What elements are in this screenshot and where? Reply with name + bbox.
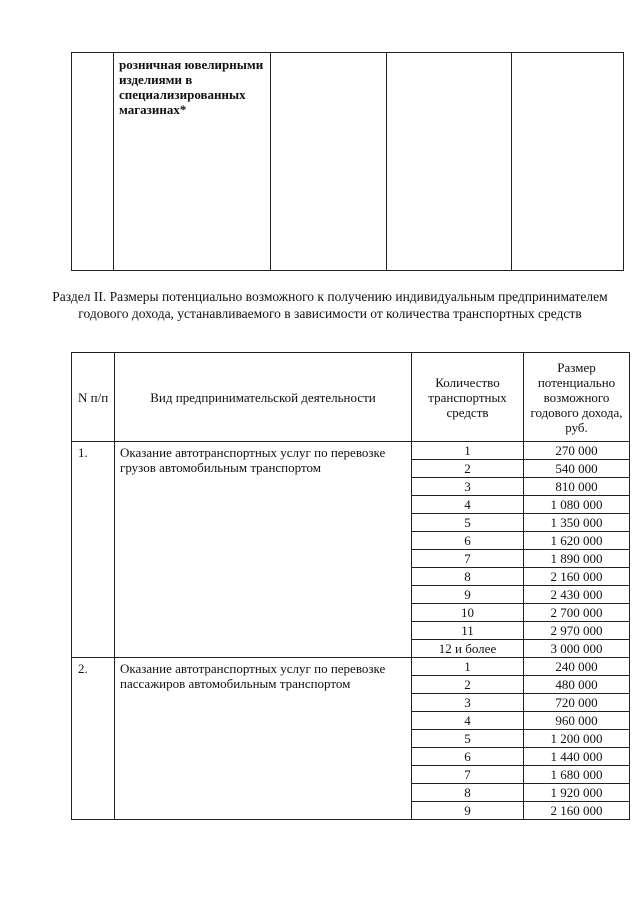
income-table <box>71 352 630 820</box>
vehicle-count: 2 <box>412 460 524 478</box>
vehicle-count: 5 <box>412 730 524 748</box>
income-value: 1 920 000 <box>524 784 630 802</box>
income-value: 1 620 000 <box>524 532 630 550</box>
continuation-table <box>71 52 624 271</box>
income-value: 540 000 <box>524 460 630 478</box>
vehicle-count: 4 <box>412 496 524 514</box>
vehicle-count: 11 <box>412 622 524 640</box>
income-value: 960 000 <box>524 712 630 730</box>
income-value: 2 700 000 <box>524 604 630 622</box>
header-row <box>72 353 630 442</box>
vehicle-count: 9 <box>412 586 524 604</box>
table-body <box>72 442 630 820</box>
table-row <box>72 53 624 271</box>
income-value: 720 000 <box>524 694 630 712</box>
income-value: 2 430 000 <box>524 586 630 604</box>
header-income: Размер потенциально возможного годового дохода, руб. <box>524 353 630 442</box>
income-value: 3 000 000 <box>524 640 630 658</box>
income-value: 1 680 000 <box>524 766 630 784</box>
empty-cell <box>387 53 512 271</box>
vehicle-count: 8 <box>412 784 524 802</box>
empty-cell <box>271 53 387 271</box>
income-value: 2 160 000 <box>524 568 630 586</box>
num-cell <box>72 53 114 271</box>
income-value: 1 440 000 <box>524 748 630 766</box>
vehicle-count: 3 <box>412 694 524 712</box>
income-value: 1 350 000 <box>524 514 630 532</box>
vehicle-count: 12 и более <box>412 640 524 658</box>
section-title: Раздел II. Размеры потенциально возможного к получению индивидуальным предпринимателем годового дохода, устанавливаемого в зависимости от количества транспортных средств <box>52 289 608 321</box>
vehicle-count: 9 <box>412 802 524 820</box>
income-value: 2 160 000 <box>524 802 630 820</box>
header-activity: Вид предпринимательской деятельности <box>115 353 412 442</box>
vehicle-count: 5 <box>412 514 524 532</box>
vehicle-count: 7 <box>412 550 524 568</box>
vehicle-count: 6 <box>412 532 524 550</box>
activity-cell <box>114 53 271 271</box>
header-num: N п/п <box>72 353 115 442</box>
vehicle-count: 3 <box>412 478 524 496</box>
income-value: 2 970 000 <box>524 622 630 640</box>
empty-cell <box>512 53 624 271</box>
header-count: Количество транспортных средств <box>412 353 524 442</box>
table-row <box>72 658 630 676</box>
vehicle-count: 1 <box>412 442 524 460</box>
table-row <box>72 442 630 460</box>
income-value: 270 000 <box>524 442 630 460</box>
activity-description: Оказание автотранспортных услуг по перевозке пассажиров автомобильным транспортом <box>115 658 412 820</box>
income-value: 1 080 000 <box>524 496 630 514</box>
vehicle-count: 1 <box>412 658 524 676</box>
vehicle-count: 4 <box>412 712 524 730</box>
vehicle-count: 10 <box>412 604 524 622</box>
vehicle-count: 6 <box>412 748 524 766</box>
vehicle-count: 2 <box>412 676 524 694</box>
income-value: 810 000 <box>524 478 630 496</box>
income-value: 1 890 000 <box>524 550 630 568</box>
activity-text: розничная ювелирными изделиями в специализированных магазинах* <box>119 57 264 117</box>
income-value: 1 200 000 <box>524 730 630 748</box>
vehicle-count: 8 <box>412 568 524 586</box>
row-number: 1. <box>72 442 115 658</box>
income-value: 480 000 <box>524 676 630 694</box>
vehicle-count: 7 <box>412 766 524 784</box>
income-value: 240 000 <box>524 658 630 676</box>
activity-description: Оказание автотранспортных услуг по перевозке грузов автомобильным транспортом <box>115 442 412 658</box>
row-number: 2. <box>72 658 115 820</box>
